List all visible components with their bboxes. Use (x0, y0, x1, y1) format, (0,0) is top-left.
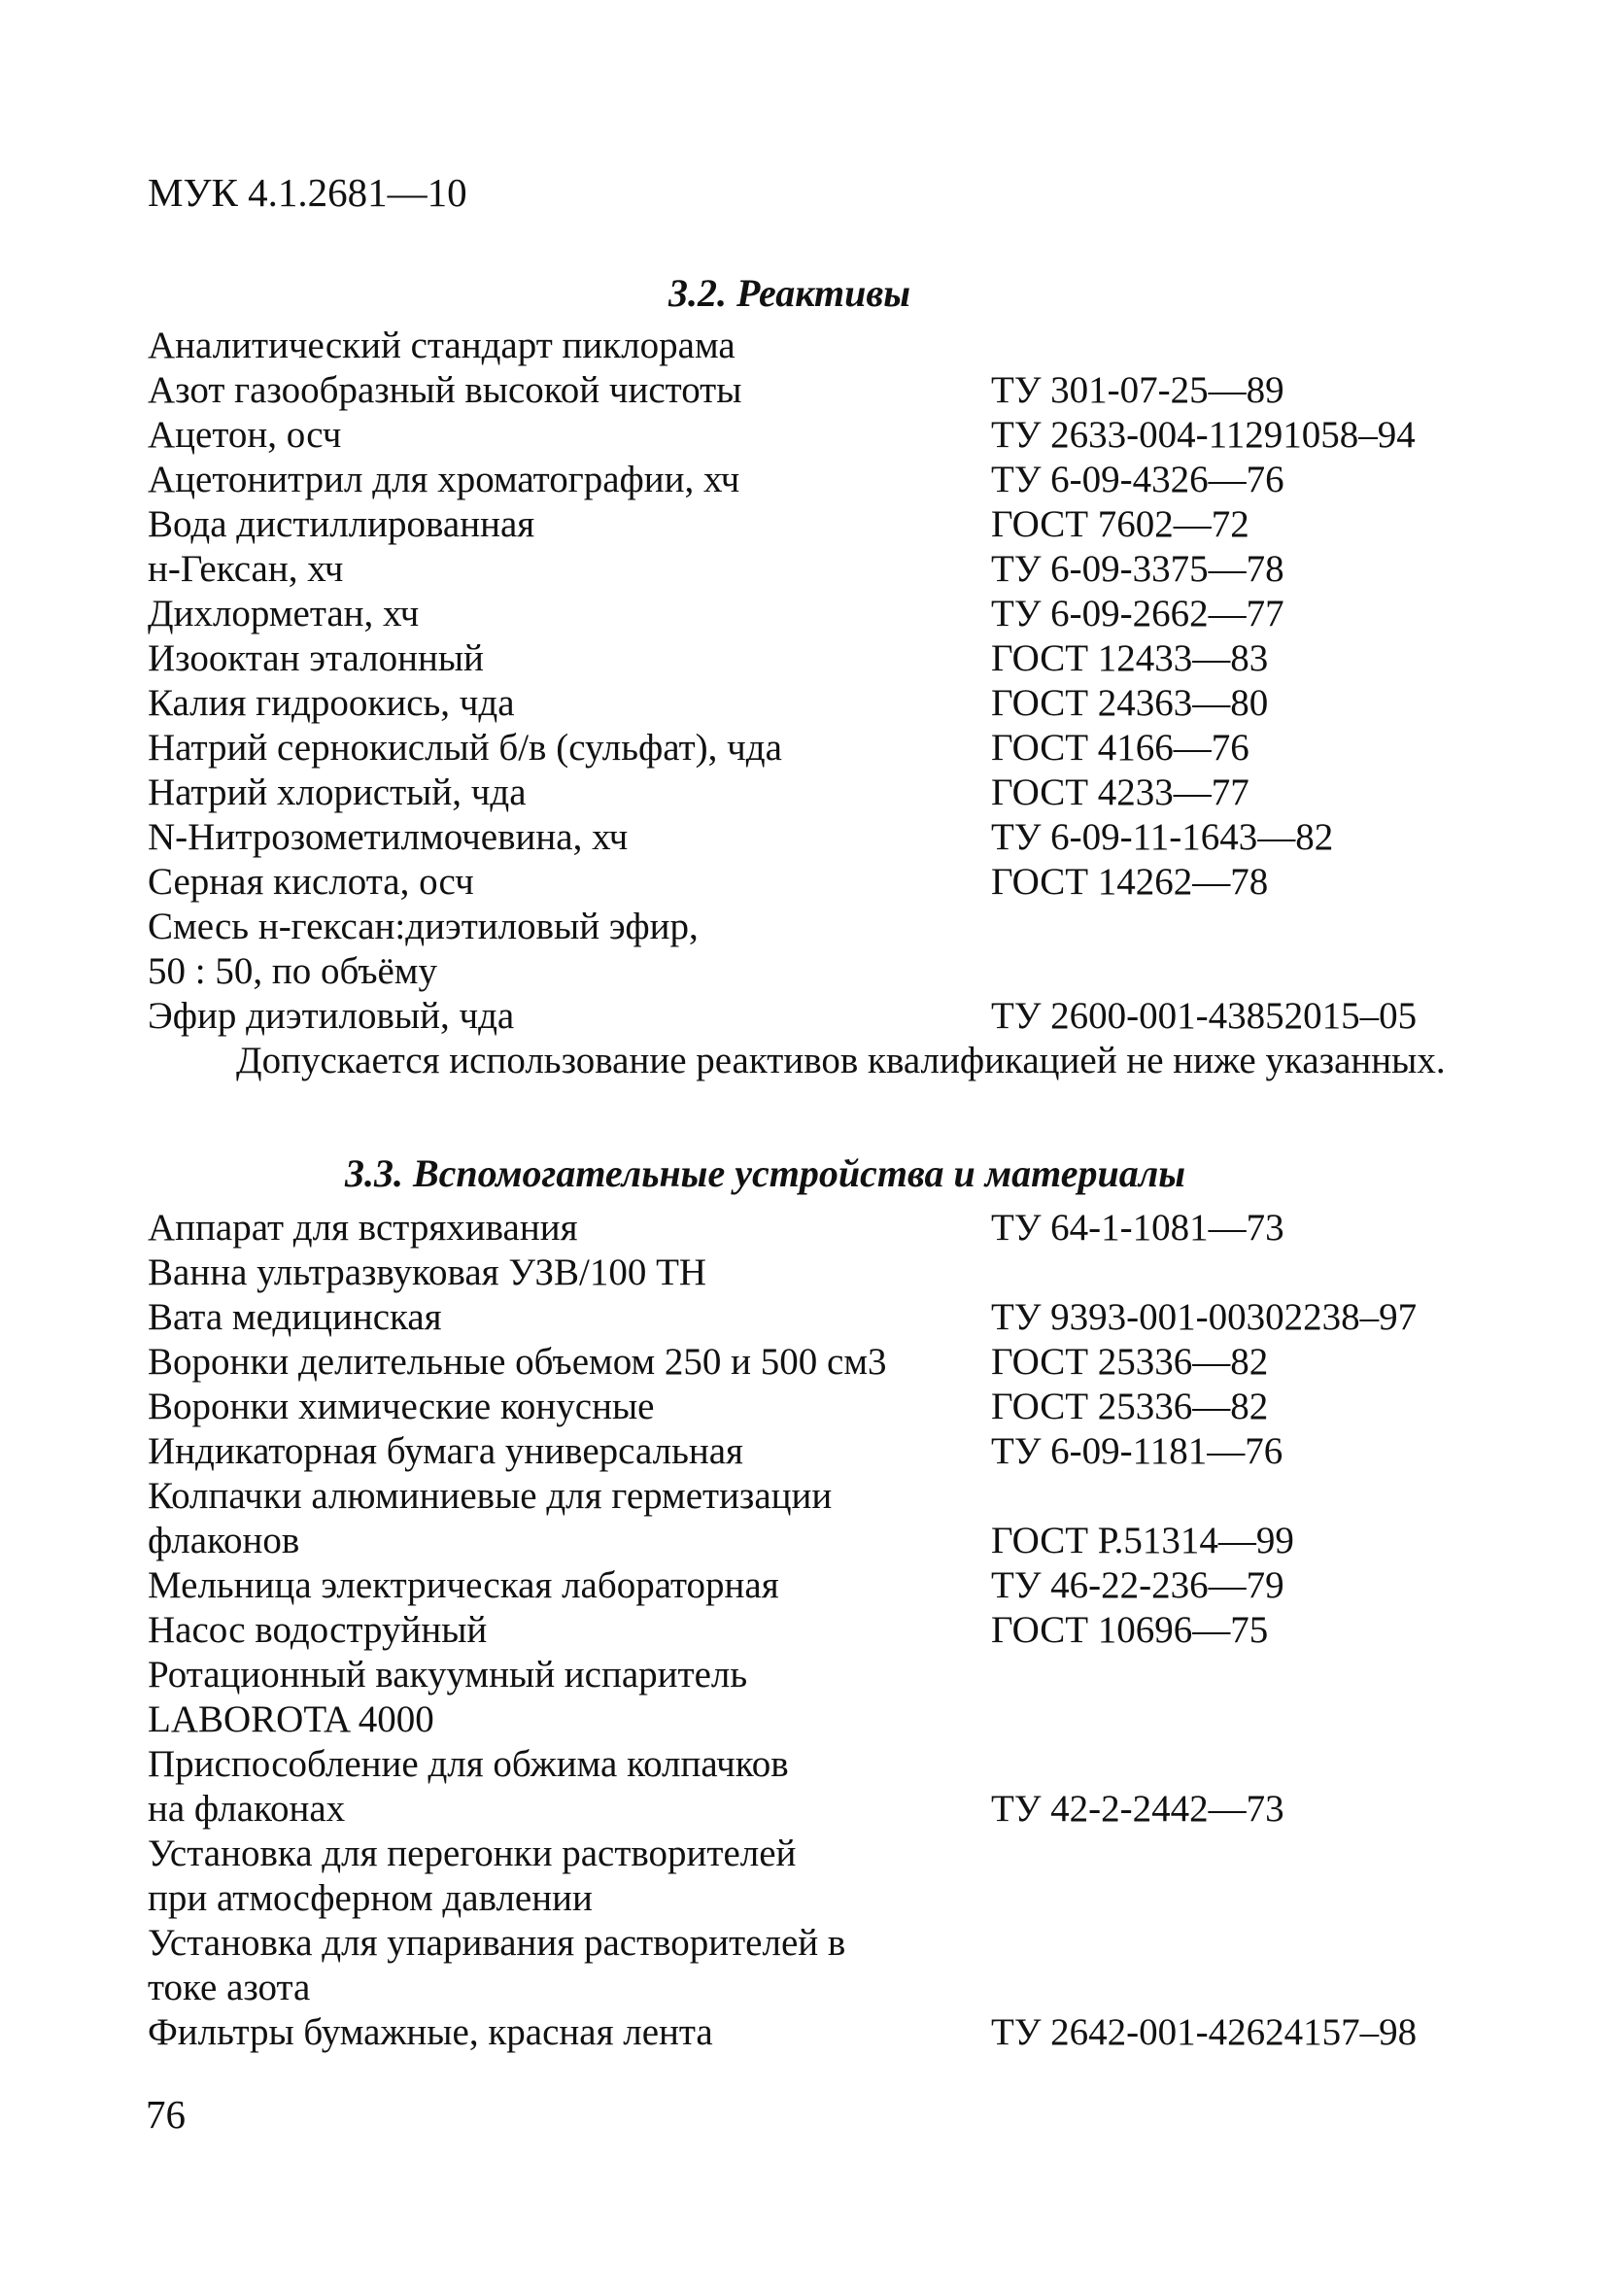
reagent-spec: ТУ 6-09-11-1643—82 (991, 816, 1334, 858)
auxiliary-name: Ротационный вакуумный испаритель LABOROTA 4000 (148, 1654, 748, 1740)
reagent-name: Натрий сернокислый б/в (сульфат), чда (148, 727, 782, 769)
auxiliary-name: Колпачки алюминиевые для герметизации флаконов (148, 1475, 833, 1561)
reagent-spec: ТУ 6-09-4326—76 (991, 459, 1284, 500)
reagent-spec: ТУ 2633-004-11291058–94 (991, 414, 1416, 456)
reagent-name: Серная кислота, осч (148, 861, 474, 903)
auxiliary-row (148, 1385, 1527, 1429)
reagents-note: Допускается использование реактивов квалификацией не ниже указанных. (236, 1040, 1446, 1081)
auxiliary-spec: ТУ 9393-001-00302238–97 (991, 1296, 1418, 1338)
reagent-name: Смесь н-гексан:диэтиловый эфир, 50 : 50, по объёму (148, 906, 699, 992)
reagent-name: Натрий хлористый, чда (148, 771, 527, 813)
reagent-row (148, 547, 1527, 592)
auxiliary-row (148, 1742, 1527, 1832)
reagent-name: Дихлорметан, хч (148, 593, 420, 634)
reagent-name: Калия гидроокись, чда (148, 682, 515, 724)
auxiliary-name: Установка для перегонки растворителей при атмосферном давлении (148, 1833, 797, 1919)
reagent-name: N-Нитрозометилмочевина, хч (148, 816, 629, 858)
reagent-spec: ТУ 301-07-25—89 (991, 369, 1284, 411)
reagent-name: н-Гексан, хч (148, 548, 344, 590)
auxiliary-row (148, 1429, 1527, 1474)
reagent-spec: ТУ 2600-001-43852015–05 (991, 995, 1418, 1037)
auxiliary-row (148, 1295, 1527, 1340)
reagent-row (148, 726, 1527, 771)
auxiliary-spec: ГОСТ 25336—82 (991, 1341, 1269, 1383)
reagent-spec: ГОСТ 12433—83 (991, 637, 1269, 679)
auxiliary-row (148, 1340, 1527, 1385)
auxiliary-name: Приспособление для обжима колпачков на флаконах (148, 1743, 789, 1830)
auxiliary-row (148, 2010, 1527, 2055)
auxiliary-row (148, 1921, 1527, 2010)
auxiliary-spec: ГОСТ Р.51314—99 (991, 1520, 1294, 1561)
auxiliary-spec: ТУ 42-2-2442—73 (991, 1788, 1284, 1830)
auxiliary-row (148, 1653, 1527, 1742)
reagent-row (148, 413, 1527, 458)
reagent-name: Аналитический стандарт пиклорама (148, 325, 736, 366)
auxiliary-name: Воронки химические конусные (148, 1386, 655, 1427)
section-title-auxiliary: 3.3. Вспомогательные устройства и материалы (345, 1151, 1186, 1195)
reagent-row (148, 860, 1527, 905)
reagent-row (148, 771, 1527, 815)
reagents-list (148, 324, 1527, 1039)
auxiliary-row (148, 1563, 1527, 1608)
reagent-row (148, 324, 1527, 368)
reagent-row (148, 502, 1527, 547)
document-code: МУК 4.1.2681—10 (148, 170, 467, 215)
reagent-spec: ГОСТ 4233—77 (991, 771, 1249, 813)
reagent-row (148, 636, 1527, 681)
reagent-row (148, 815, 1527, 860)
reagent-spec: ТУ 6-09-3375—78 (991, 548, 1284, 590)
reagent-row (148, 458, 1527, 502)
auxiliary-name: Ванна ультразвуковая УЗВ/100 ТН (148, 1251, 707, 1293)
auxiliary-spec: ТУ 46-22-236—79 (991, 1564, 1284, 1606)
page-number: 76 (146, 2092, 186, 2137)
reagent-row (148, 994, 1527, 1039)
auxiliary-name: Установка для упаривания растворителей в токе азота (148, 1922, 846, 2008)
reagent-spec: ГОСТ 4166—76 (991, 727, 1249, 769)
auxiliary-name: Воронки делительные объемом 250 и 500 см3 (148, 1341, 887, 1383)
reagent-name: Эфир диэтиловый, чда (148, 995, 515, 1037)
reagent-row (148, 368, 1527, 413)
auxiliary-row (148, 1206, 1527, 1251)
auxiliary-name: Насос водоструйный (148, 1609, 488, 1651)
reagent-name: Изооктан эталонный (148, 637, 484, 679)
reagent-name: Ацетонитрил для хроматографии, хч (148, 459, 740, 500)
auxiliary-spec: ТУ 64-1-1081—73 (991, 1207, 1284, 1249)
reagent-spec: ГОСТ 14262—78 (991, 861, 1269, 903)
auxiliary-spec: ГОСТ 25336—82 (991, 1386, 1269, 1427)
auxiliary-row (148, 1832, 1527, 1921)
auxiliary-list (148, 1206, 1527, 2055)
reagent-name: Вода дистиллированная (148, 503, 535, 545)
auxiliary-row (148, 1251, 1527, 1295)
auxiliary-row (148, 1474, 1527, 1563)
auxiliary-spec: ТУ 2642-001-42624157–98 (991, 2011, 1418, 2053)
auxiliary-name: Вата медицинская (148, 1296, 442, 1338)
auxiliary-row (148, 1608, 1527, 1653)
auxiliary-spec: ТУ 6-09-1181—76 (991, 1430, 1283, 1472)
auxiliary-name: Аппарат для встряхивания (148, 1207, 578, 1249)
auxiliary-name: Мельница электрическая лабораторная (148, 1564, 779, 1606)
reagent-spec: ГОСТ 24363—80 (991, 682, 1269, 724)
reagent-row (148, 905, 1527, 994)
reagent-spec: ТУ 6-09-2662—77 (991, 593, 1284, 634)
reagent-row (148, 681, 1527, 726)
reagent-row (148, 592, 1527, 636)
auxiliary-name: Фильтры бумажные, красная лента (148, 2011, 713, 2053)
reagent-name: Ацетон, осч (148, 414, 342, 456)
reagent-spec: ГОСТ 7602—72 (991, 503, 1249, 545)
auxiliary-name: Индикаторная бумага универсальная (148, 1430, 743, 1472)
section-title-reagents: 3.2. Реактивы (668, 271, 910, 315)
reagent-name: Азот газообразный высокой чистоты (148, 369, 742, 411)
auxiliary-spec: ГОСТ 10696—75 (991, 1609, 1269, 1651)
